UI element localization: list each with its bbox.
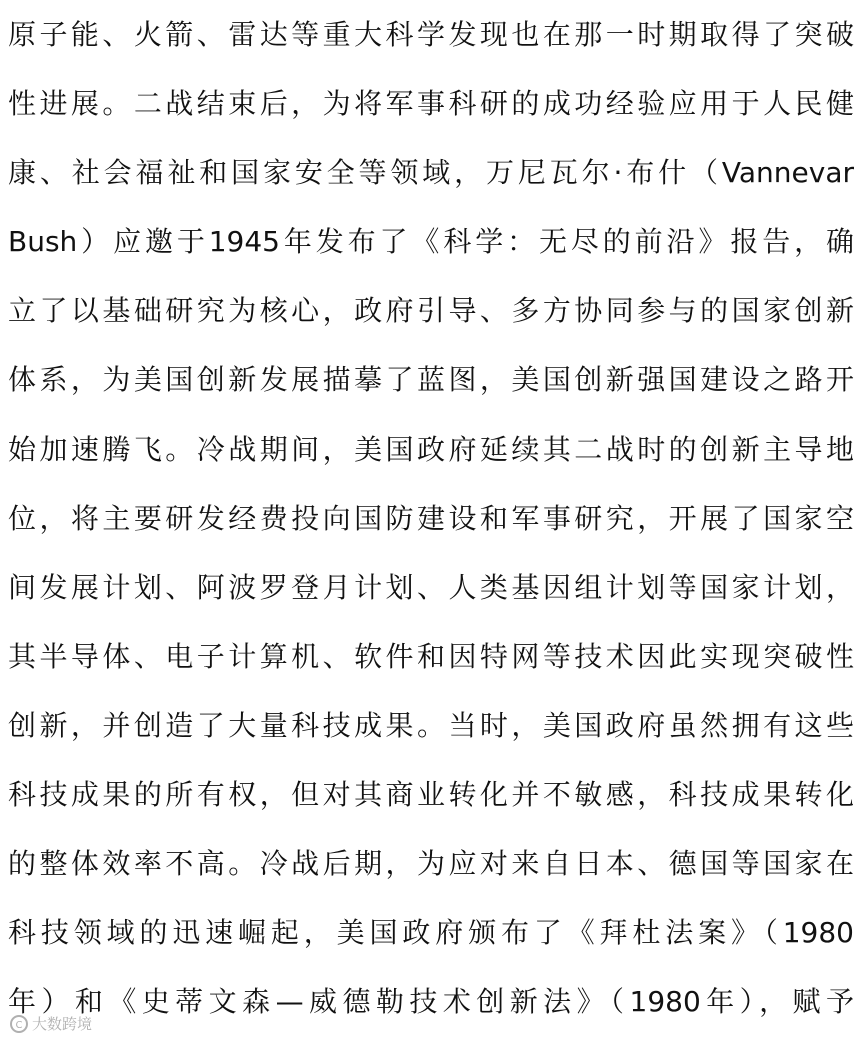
text-line: 科技成果的所有权，但对其商业转化并不敏感，科技成果转化	[8, 778, 854, 812]
watermark-text: 大数跨境	[32, 1015, 93, 1033]
text-line: 科技领域的迅速崛起，美国政府颁布了《拜杜法案》（1980	[8, 916, 854, 950]
text-line: 其半导体、电子计算机、软件和因特网等技术因此实现突破性	[8, 639, 854, 673]
text-line: 年）和《史蒂文森—威德勒技术创新法》（1980年），赋予	[8, 985, 854, 1019]
text-line: 立了以基础研究为核心，政府引导、多方协同参与的国家创新	[8, 294, 854, 328]
text-line: 康、社会福祉和国家安全等领域，万尼瓦尔·布什（Vannevar	[8, 156, 854, 190]
text-line: 的整体效率不高。冷战后期，为应对来自日本、德国等国家在	[8, 847, 854, 881]
text-line: 创新，并创造了大量科技成果。当时，美国政府虽然拥有这些	[8, 708, 854, 742]
watermark-logo-icon: C	[10, 1015, 28, 1033]
text-line: 位，将主要研发经费投向国防建设和军事研究，开展了国家空	[8, 501, 854, 535]
text-line: 间发展计划、阿波罗登月计划、人类基因组计划等国家计划，	[8, 570, 854, 604]
text-line: Bush）应邀于1945年发布了《科学：无尽的前沿》报告，确	[8, 225, 854, 259]
text-line: 体系，为美国创新发展描摹了蓝图，美国创新强国建设之路开	[8, 363, 854, 397]
text-line: 始加速腾飞。冷战期间，美国政府延续其二战时的创新主导地	[8, 432, 854, 466]
article-body	[8, 0, 854, 1036]
text-line: 原子能、火箭、雷达等重大科学发现也在那一时期取得了突破	[8, 18, 854, 51]
text-line: 性进展。二战结束后，为将军事科研的成功经验应用于人民健	[8, 87, 854, 121]
watermark	[10, 1013, 92, 1034]
